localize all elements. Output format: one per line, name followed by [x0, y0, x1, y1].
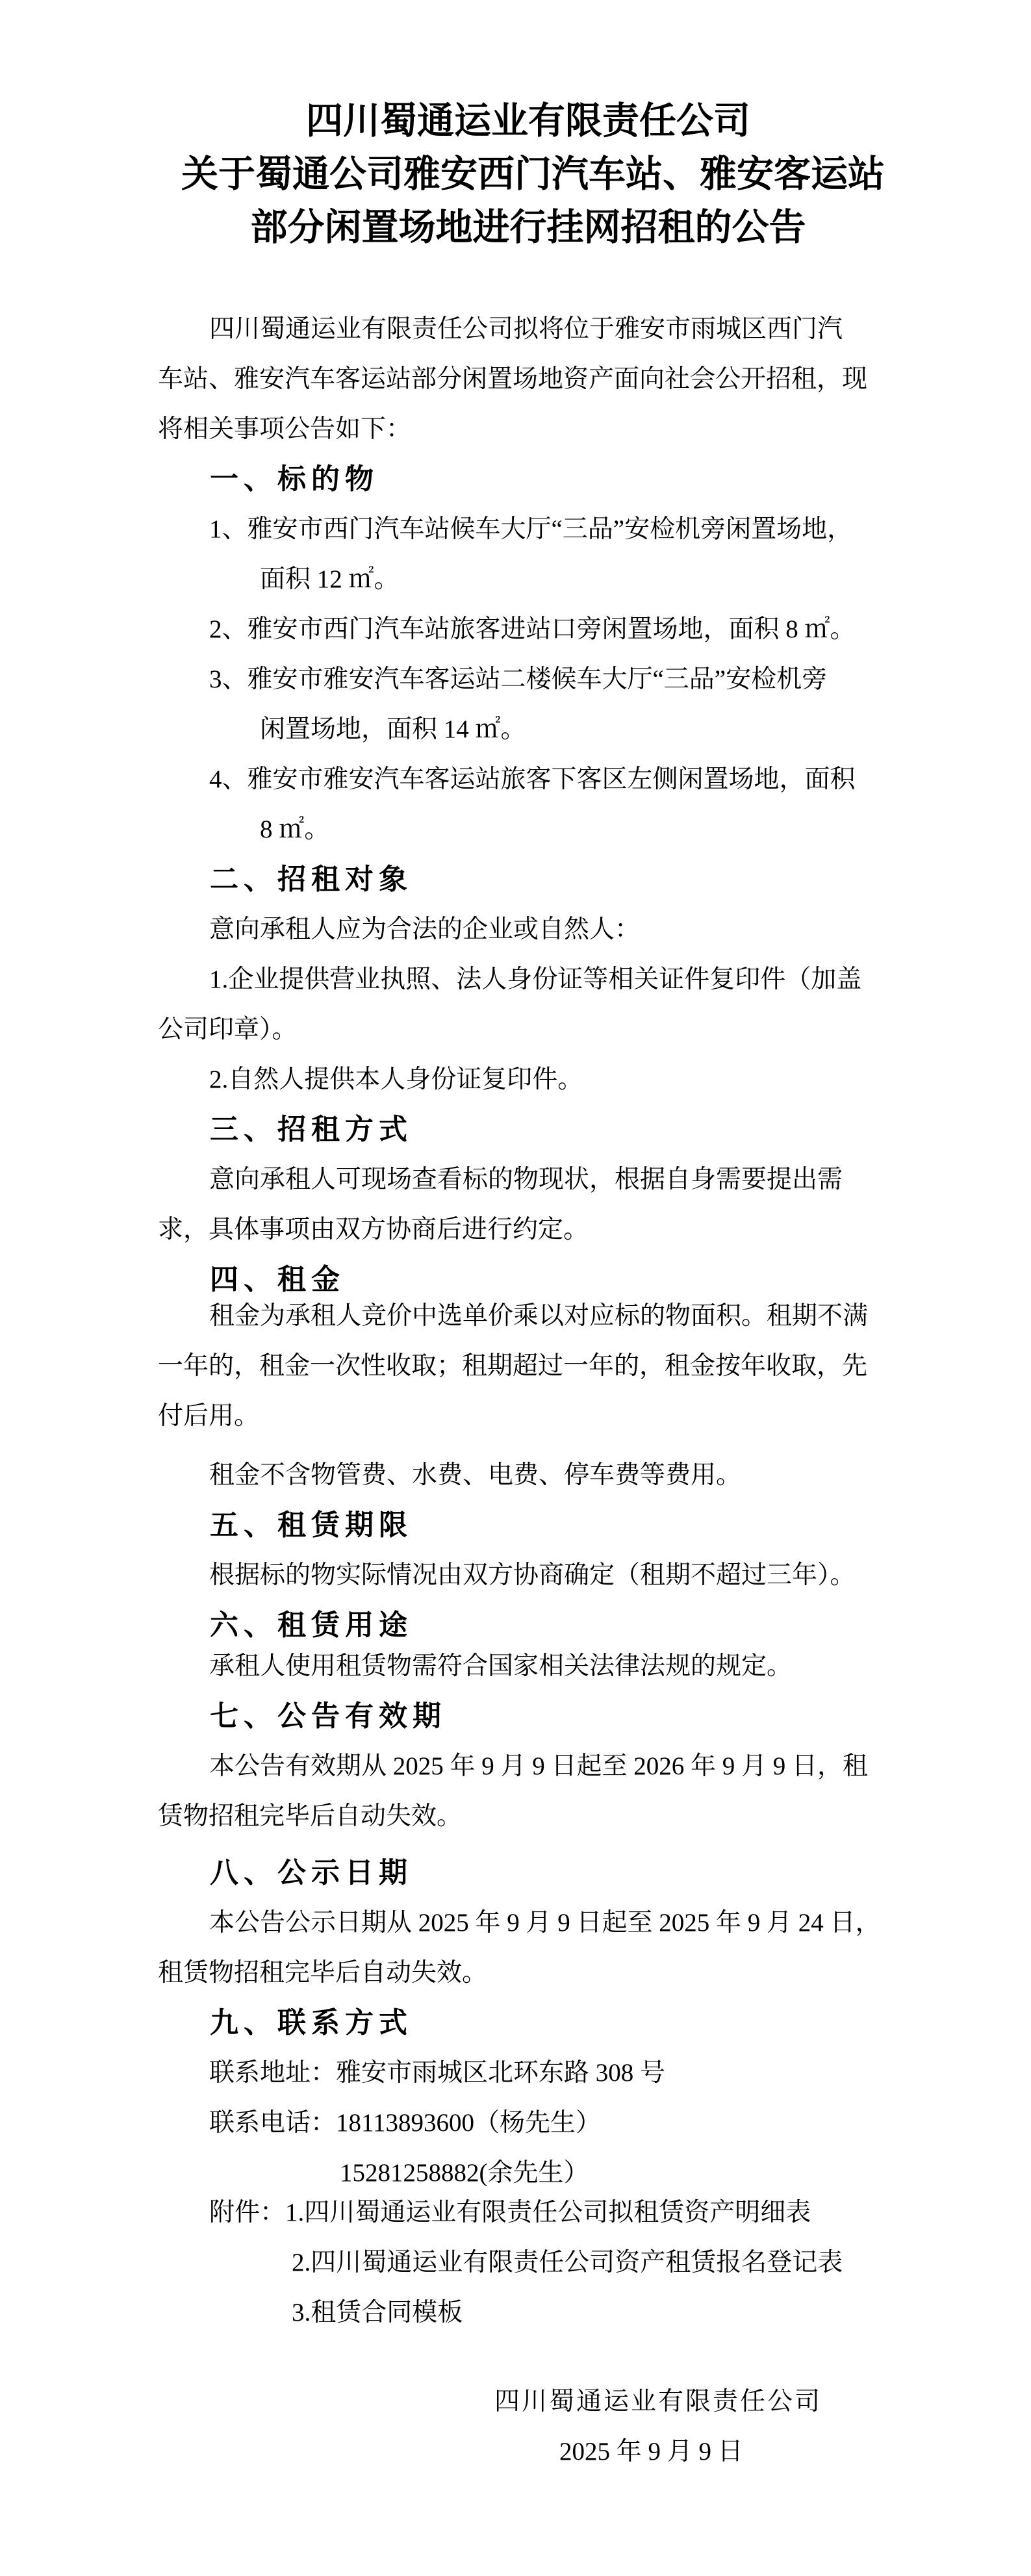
doc-line: 联系电话：18113893600（杨先生）	[209, 2109, 602, 2137]
doc-line: 意向承租人可现场查看标的物现状，根据自身需要提出需	[209, 1166, 843, 1193]
doc-line: 3、雅安市雅安汽车客运站二楼候车大厅“三品”安检机旁	[209, 665, 828, 693]
title-line-1: 四川蜀通运业有限责任公司	[306, 101, 750, 142]
doc-line: 租金不含物管费、水费、电费、停车费等费用。	[209, 1461, 742, 1489]
doc-line: 闲置场地，面积 14 ㎡。	[260, 715, 526, 743]
doc-line: 15281258882(余先生）	[340, 2159, 589, 2187]
section-heading: 九、联系方式	[210, 2007, 413, 2039]
doc-line: 意向承租人应为合法的企业或自然人：	[209, 915, 641, 943]
doc-line: 付后用。	[158, 1402, 260, 1430]
section-heading: 六、租赁用途	[210, 1609, 413, 1641]
doc-line: 2.四川蜀通运业有限责任公司资产租赁报名登记表	[292, 2249, 843, 2276]
doc-line: 将相关事项公告如下：	[158, 415, 412, 443]
section-heading: 二、招租对象	[210, 863, 413, 895]
section-heading: 四、租金	[210, 1264, 345, 1295]
doc-line: 2.自然人提供本人身份证复印件。	[209, 1065, 583, 1093]
doc-line: 附件：1.四川蜀通运业有限责任公司拟租赁资产明细表	[209, 2199, 811, 2226]
document-body	[158, 304, 881, 2477]
section-heading: 一、标的物	[210, 463, 379, 495]
doc-line: 本公告公示日期从 2025 年 9 月 9 日起至 2025 年 9 月 24 日，	[209, 1909, 881, 1937]
doc-line: 面积 12 ㎡。	[260, 565, 400, 593]
doc-line: 8 ㎡。	[260, 815, 330, 843]
doc-line: 1.企业提供营业执照、法人身份证等相关证件复印件（加盖	[209, 965, 862, 993]
signature-date: 2025 年 9 月 9 日	[559, 2438, 743, 2466]
doc-line: 赁物招租完毕后自动失效。	[158, 1802, 463, 1830]
doc-line: 公司印章）。	[158, 1015, 298, 1043]
doc-line: 租赁物招租完毕后自动失效。	[158, 1959, 488, 1987]
title-line-3: 部分闲置场地进行挂网招租的公告	[250, 207, 806, 248]
doc-line: 一年的，租金一次性收取；租期超过一年的，租金按年收取，先	[158, 1352, 868, 1380]
doc-line: 4、雅安市雅安汽车客运站旅客下客区左侧闲置场地，面积	[209, 765, 856, 793]
doc-line: 承租人使用租赁物需符合国家相关法律法规的规定。	[209, 1652, 793, 1680]
document-title	[158, 0, 885, 255]
doc-line: 3.租赁合同模板	[292, 2299, 463, 2327]
doc-line: 本公告有效期从 2025 年 9 月 9 日起至 2026 年 9 月 9 日，租	[209, 1752, 869, 1780]
company-signature: 四川蜀通运业有限责任公司	[494, 2388, 822, 2416]
doc-line: 根据标的物实际情况由双方协商确定（租期不超过三年）。	[209, 1561, 856, 1589]
section-heading: 八、公示日期	[210, 1857, 413, 1889]
doc-line: 四川蜀通运业有限责任公司拟将位于雅安市雨城区西门汽	[209, 315, 843, 343]
doc-line: 租金为承租人竞价中选单价乘以对应标的物面积。租期不满	[209, 1302, 869, 1330]
doc-line: 车站、雅安汽车客运站部分闲置场地资产面向社会公开招租，现	[158, 365, 868, 393]
doc-line: 求，具体事项由双方协商后进行约定。	[158, 1216, 589, 1243]
doc-line: 2、雅安市西门汽车站旅客进站口旁闲置场地，面积 8 ㎡。	[209, 615, 856, 643]
doc-line: 联系地址：雅安市雨城区北环东路 308 号	[209, 2059, 666, 2087]
section-heading: 三、招租方式	[210, 1114, 413, 1145]
section-heading: 七、公告有效期	[210, 1700, 446, 1732]
doc-line: 1、雅安市西门汽车站候车大厅“三品”安检机旁闲置场地，	[209, 515, 853, 543]
section-heading: 五、租赁期限	[210, 1509, 413, 1541]
title-line-2: 关于蜀通公司雅安西门汽车站、雅安客运站	[181, 154, 885, 195]
